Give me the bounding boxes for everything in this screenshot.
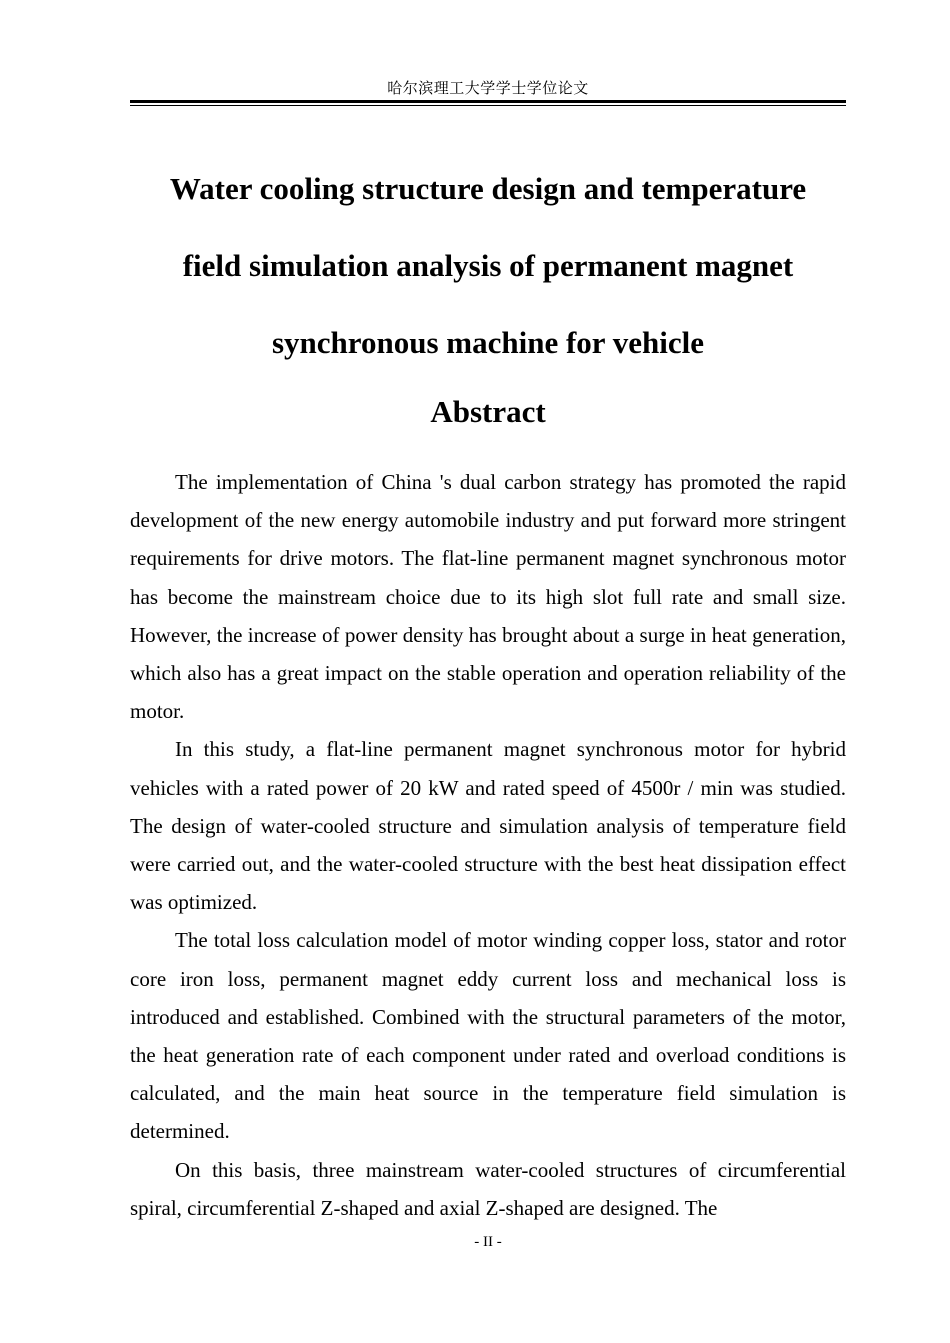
abstract-paragraph-4: On this basis, three mainstream water-cooled structures of circumferential spiral, circumferential Z-shaped and axial Z-shaped are designed. The	[130, 1157, 846, 1220]
thesis-title-line-2: field simulation analysis of permanent magnet	[182, 248, 794, 283]
thesis-title-line-1: Water cooling structure design and temperature	[169, 171, 807, 206]
page-number: - II -	[474, 1234, 502, 1250]
abstract-heading: Abstract	[430, 394, 546, 429]
abstract-paragraph-3: The total loss calculation model of motor winding copper loss, stator and rotor core iron loss, permanent magnet eddy current loss and mechanical loss is introduced and established. Combined with the structural parameters of the motor, the heat generation rate of each component under rated and overload conditions is calculated, and the main heat source in the temperature field simulation is determined.	[130, 928, 846, 1144]
header-rule-thin	[130, 105, 846, 106]
header-rule-thick	[130, 100, 846, 103]
thesis-title	[130, 150, 846, 381]
running-header: 哈尔滨理工大学学士学位论文	[387, 79, 589, 97]
thesis-title-line-3: synchronous machine for vehicle	[271, 325, 704, 360]
abstract-paragraph-1: The implementation of China 's dual carbon strategy has promoted the rapid development of the new energy automobile industry and put forward more stringent requirements for drive motors. The flat-line permanent magnet synchronous motor has become the mainstream choice due to its high slot full rate and small size. However, the increase of power density has brought about a surge in heat generation, which also has a great impact on the stable operation and operation reliability of the motor.	[130, 470, 846, 724]
abstract-paragraph-2: In this study, a flat-line permanent magnet synchronous motor for hybrid vehicles with a rated power of 20 kW and rated speed of 4500r / min was studied. The design of water-cooled structure and simulation analysis of temperature field were carried out, and the water-cooled structure with the best heat dissipation effect was optimized.	[130, 737, 846, 915]
abstract-body	[130, 463, 846, 1227]
